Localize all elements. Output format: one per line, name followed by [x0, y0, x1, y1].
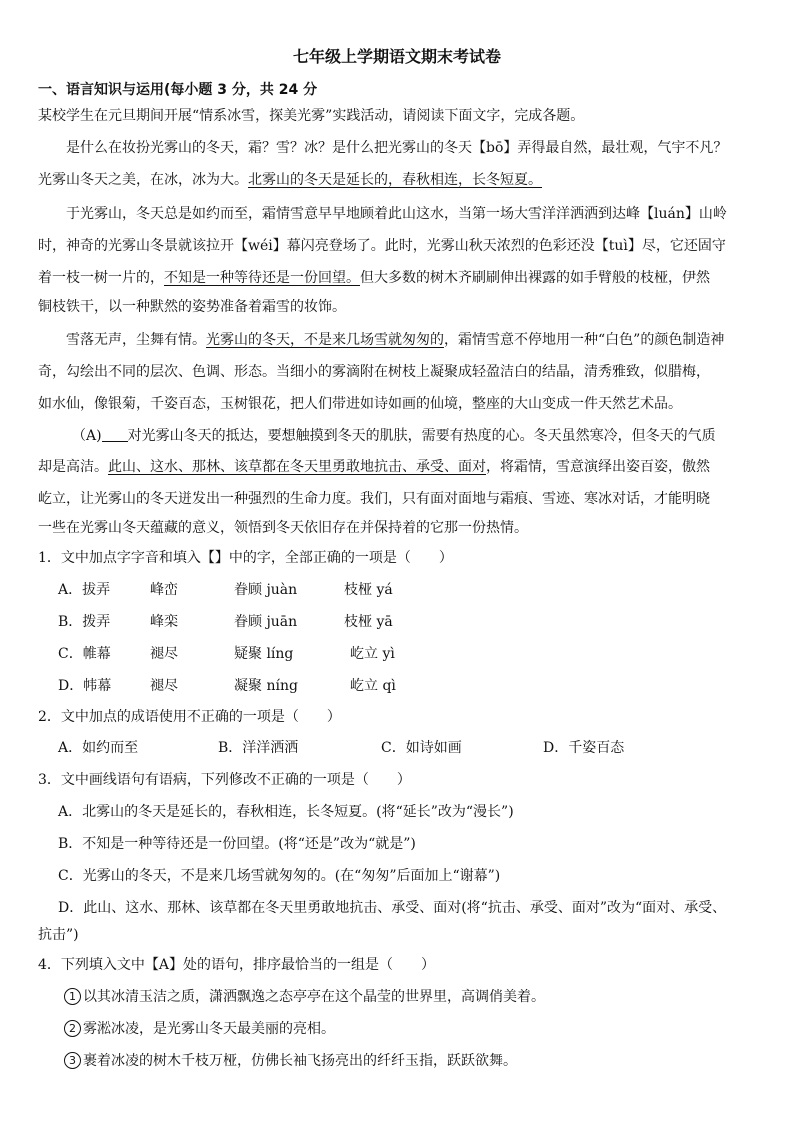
q4-item-1: 1 以其冰清玉洁之质，潇洒飘逸之态亭亭在这个晶莹的世界里，高调俏美着。: [64, 987, 545, 1007]
circled-number: 2: [64, 1020, 81, 1037]
p4-line3: 屹立，让光雾山的冬天迸发出一种强烈的生命力度。我们，只有面对面地与霜痕、雪迹、寒冰对话，才能明晓: [38, 491, 710, 507]
circled-number: 3: [64, 1052, 81, 1069]
p4-text-b: ，将霜情，雪意演绎出姿百姿，傲然: [486, 459, 710, 475]
underlined-sentence-2: 不知是一种等待还是一份回望。: [164, 270, 360, 286]
q3-option-b[interactable]: B．不知是一种等待还是一份回望。(将“还是”改为“就是”): [58, 836, 416, 852]
p4-text: 对光雾山冬天的抵达，要想触摸到冬天的肌肤，需要有热度的心。冬天虽然寒冷，但冬天的气质: [127, 428, 716, 444]
p2-line2: 时，神奇的光雾山冬景就该拉开【wéi】幕闪亮登场了。此时，光雾山秋天浓烈的色彩还没【tuì】尽，它还固守: [38, 238, 726, 254]
q4-item-2: 2 雾淞冰凌，是光雾山冬天最美丽的亮相。: [64, 1019, 335, 1039]
p1-text: 光雾山冬天之美，在冰，冰为大。: [38, 172, 248, 188]
circled-number: 1: [64, 988, 81, 1005]
underlined-sentence-4: 此山、这水、那林、该草都在冬天里勇敢地抗击、承受、面对: [108, 459, 486, 475]
q4-item-3: 3 裹着冰凌的树木千枝万桠，仿佛长袖飞扬亮出的纤纤玉指，跃跃欲舞。: [64, 1051, 517, 1071]
fill-blank-a[interactable]: [102, 429, 128, 442]
q2-option-b[interactable]: B．洋洋洒洒: [218, 740, 299, 756]
p3-line3: 如水仙，像银菊，千姿百态，玉树银花，把人们带进如诗如画的仙境，整座的大山变成一件天然艺术品。: [38, 396, 682, 412]
page-title: 七年级上学期语文期末考试卷: [292, 47, 501, 66]
q1-option-b[interactable]: B．拨弄 峰栾 眷顾 juān 枝桠 yā: [58, 614, 393, 630]
q2-stem: 2．文中加点的成语使用不正确的一项是（ ）: [38, 709, 341, 725]
q2-option-a[interactable]: A．如约而至: [58, 740, 139, 756]
p3-text-b: ，霜情雪意不停地用一种“白色”的颜色制造神: [444, 332, 725, 348]
q3-stem: 3．文中画线语句有语病，下列修改不正确的一项是（ ）: [38, 772, 411, 788]
q1-option-d[interactable]: D．帏幕 褪尽 凝聚 níng 屹立 qì: [58, 678, 396, 694]
p1-line1: 是什么在妆扮光雾山的冬天，霜？雪？冰？是什么把光雾山的冬天【bō】弄得最自然，最壮观，气宇不凡？: [66, 140, 728, 156]
p4-line2: [38, 457, 710, 477]
underlined-sentence-1: 北雾山的冬天是延长的，春秋相连，长冬短夏。: [248, 172, 542, 188]
underlined-sentence-3: 光雾山的冬天，不是来几场雪就匆匆的: [206, 332, 444, 348]
p1-line2: [38, 170, 542, 190]
blank-label-a: （A): [72, 428, 102, 444]
p2-line3: [38, 268, 710, 288]
p3-line1: [66, 330, 724, 350]
p2-line1: 于光雾山，冬天总是如约而至，霜情雪意早早地顾着此山这水，当第一场大雪洋洋洒洒到达峰【luán】山岭: [66, 206, 727, 222]
p3-line2: 奇，勾绘出不同的层次、色调、形态。当细小的雾滴附在树枝上凝聚成轻盈洁白的结晶，清秀雅致，似腊梅，: [38, 364, 710, 380]
q1-option-a[interactable]: A．拔弄 峰峦 眷顾 juàn 枝桠 yá: [58, 582, 393, 598]
q1-option-c[interactable]: C．帷幕 褪尽 疑聚 líng 屹立 yì: [58, 646, 395, 662]
q3-option-d[interactable]: D．此山、这水、那林、该草都在冬天里勇敢地抗击、承受、面对(将“抗击、承受、面对”改为“面对、承受、: [58, 900, 727, 916]
p2-text-b: 但大多数的树木齐刷刷伸出裸露的如手臂般的枝桠，伊然: [360, 270, 710, 286]
q2-option-d[interactable]: D．千姿百态: [543, 740, 625, 756]
p4-text-a: 却是高洁。: [38, 459, 108, 475]
q4-stem: 4．下列填入文中【A】处的语句，排序最恰当的一组是（ ）: [38, 957, 436, 973]
q1-stem: 1．文中加点字字音和填入【】中的字，全部正确的一项是（ ）: [38, 550, 453, 566]
p3-text-a: 雪落无声，尘舞有情。: [66, 332, 206, 348]
p4-line4: 一些在光雾山冬天蕴藏的意义，领悟到冬天依旧存在并保持着的它那一份热情。: [38, 520, 528, 536]
q2-option-c[interactable]: C．如诗如画: [381, 740, 462, 756]
q3-option-d-cont: 抗击”): [38, 927, 79, 943]
p2-line4: 铜枝铁干，以一种默然的姿势准备着霜雪的妆饰。: [38, 299, 346, 315]
q3-option-c[interactable]: C．光雾山的冬天，不是来几场雪就匆匆的。(在“匆匆”后面加上“谢幕”): [58, 868, 501, 884]
q3-option-a[interactable]: A．北雾山的冬天是延长的，春秋相连，长冬短夏。(将“延长”改为“漫长”): [58, 804, 514, 820]
p4-line1: [72, 426, 716, 446]
intro-text: 某校学生在元旦期间开展“情系冰雪，探美光雾”实践活动，请阅读下面文字，完成各题。: [38, 108, 585, 124]
p2-text-a: 着一枝一树一片的，: [38, 270, 164, 286]
section-heading: 一、语言知识与运用(每小题 3 分，共 24 分: [38, 82, 318, 98]
